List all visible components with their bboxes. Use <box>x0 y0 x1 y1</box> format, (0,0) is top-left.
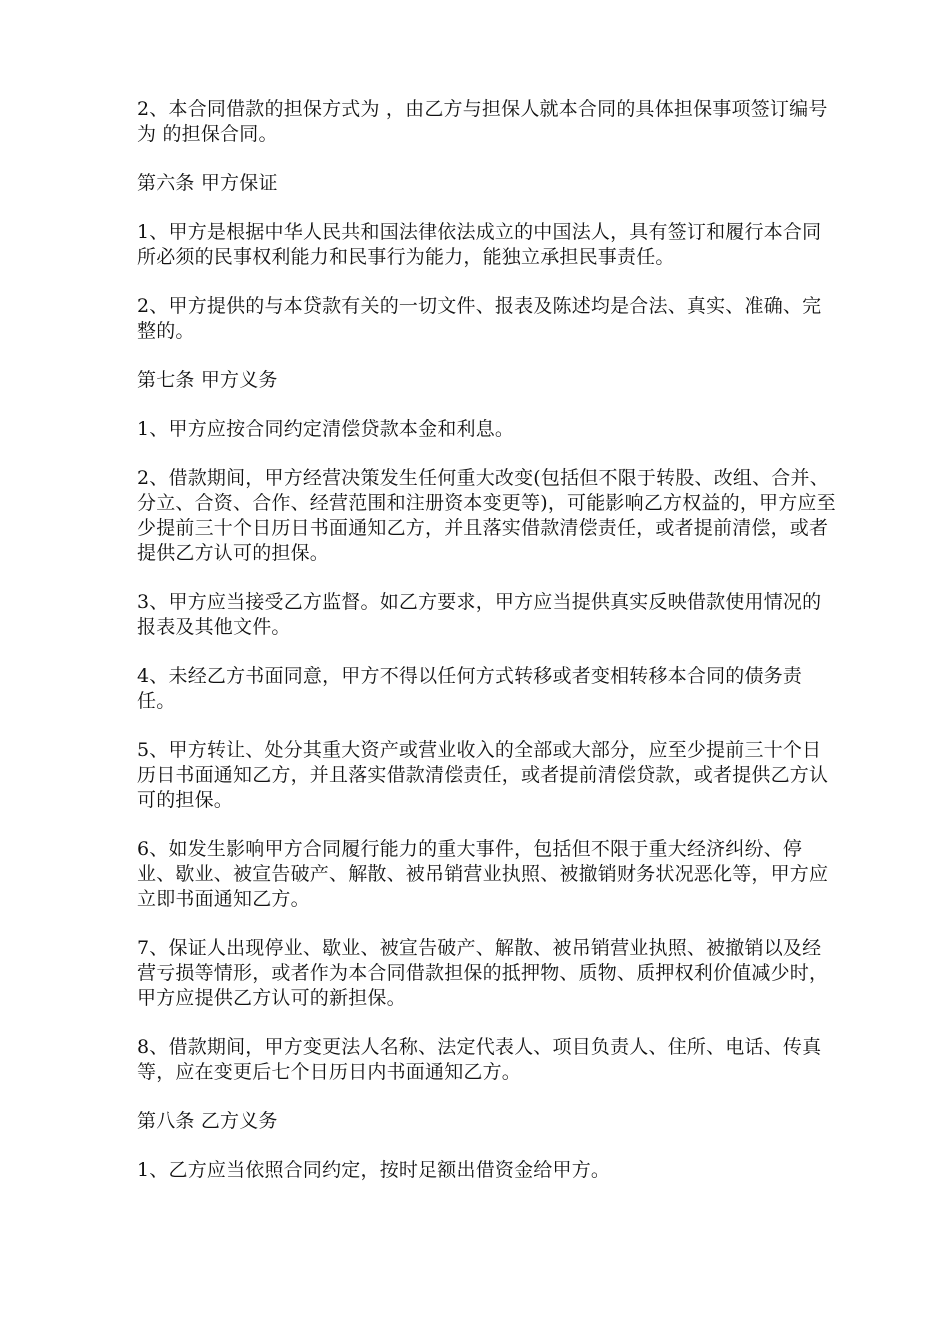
article-7-heading: 第七条 甲方义务 <box>137 369 278 391</box>
article-6-heading: 第六条 甲方保证 <box>137 172 278 194</box>
article-7-item-7: 7、保证人出现停业、歇业、被宣告破产、解散、被吊销营业执照、被撤销以及经营亏损等情形，或者作为本合同借款担保的抵押物、质物、质押权利价值减少时，甲方应提供乙方认可的新担保。 <box>137 937 829 1009</box>
article-7-item-8: 8、借款期间，甲方变更法人名称、法定代表人、项目负责人、住所、电话、传真等，应在变更后七个日历日内书面通知乙方。 <box>137 1036 822 1083</box>
article-7-item-5: 5、甲方转让、处分其重大资产或营业收入的全部或大部分，应至少提前三十个日历日书面通知乙方，并且落实借款清偿责任，或者提前清偿贷款，或者提供乙方认可的担保。 <box>137 739 829 811</box>
clause-5-item-2: 2、本合同借款的担保方式为 ，由乙方与担保人就本合同的具体担保事项签订编号为 的担保合同。 <box>137 98 828 145</box>
article-7-item-4: 4、未经乙方书面同意，甲方不得以任何方式转移或者变相转移本合同的债务责任。 <box>137 665 803 712</box>
article-7-item-2: 2、借款期间，甲方经营决策发生任何重大改变(包括但不限于转股、改组、合并、分立、合资、合作、经营范围和注册资本变更等)，可能影响乙方权益的，甲方应至少提前三十个日历日书面通知乙方，并且落实借款清偿责任，或者提前清偿，或者提供乙方认可的担保。 <box>137 467 836 564</box>
article-7-item-6: 6、如发生影响甲方合同履行能力的重大事件，包括但不限于重大经济纠纷、停业、歇业、被宣告破产、解散、被吊销营业执照、被撤销财务状况恶化等，甲方应立即书面通知乙方。 <box>137 838 829 910</box>
article-6-item-2: 2、甲方提供的与本贷款有关的一切文件、报表及陈述均是合法、真实、准确、完整的。 <box>137 295 822 342</box>
article-8-heading: 第八条 乙方义务 <box>137 1110 278 1132</box>
article-7-item-1: 1、甲方应按合同约定清偿贷款本金和利息。 <box>137 418 515 440</box>
article-7-item-3: 3、甲方应当接受乙方监督。如乙方要求，甲方应当提供真实反映借款使用情况的报表及其他文件。 <box>137 591 822 638</box>
document-body <box>137 97 837 1207</box>
article-6-item-1: 1、甲方是根据中华人民共和国法律依法成立的中国法人，具有签订和履行本合同所必须的民事权利能力和民事行为能力，能独立承担民事责任。 <box>137 221 822 268</box>
article-8-item-1: 1、乙方应当依照合同约定，按时足额出借资金给甲方。 <box>137 1159 611 1181</box>
